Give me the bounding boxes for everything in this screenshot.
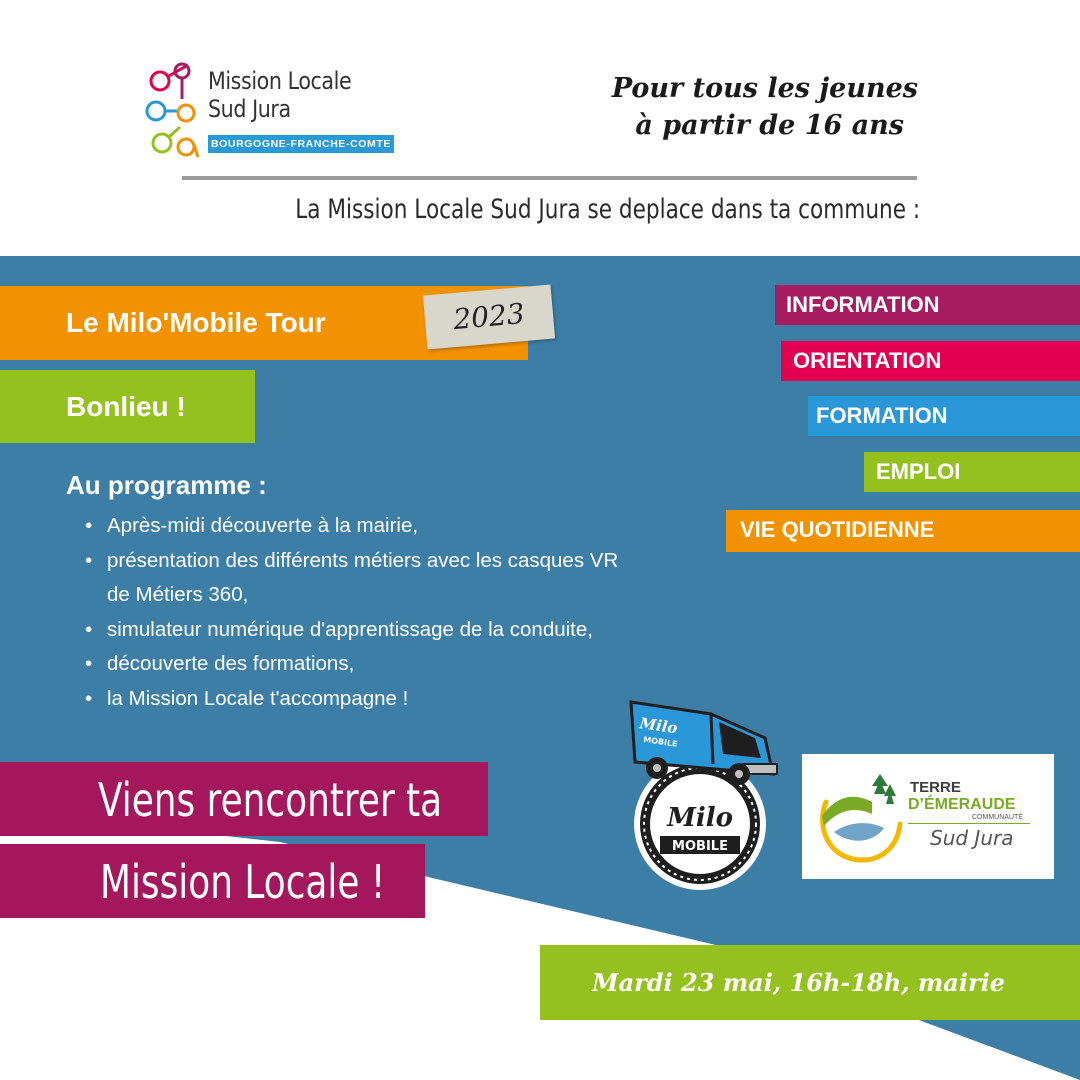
theme-tag-vie-quotidienne: VIE QUOTIDIENNE: [726, 510, 1080, 552]
city-banner: Bonlieu !: [0, 370, 255, 443]
partner-name-line4: Sud Jura: [930, 826, 1014, 850]
program-item: • Après-midi découverte à la mairie,: [85, 509, 630, 544]
cta-line2-text: Mission Locale !: [100, 855, 386, 909]
logo-name: [208, 67, 351, 123]
program-title: Au programme :: [66, 470, 267, 500]
program-list: [85, 509, 630, 716]
badge-title: Milo: [667, 803, 733, 833]
mission-locale-logo: [138, 55, 408, 165]
theme-tag-emploi: EMPLOI: [864, 452, 1080, 492]
cta-line2: [0, 844, 425, 918]
partner-name-line3: COMMUNAUTÉ: [972, 814, 1023, 821]
intro-text: La Mission Locale Sud Jura se deplace dans ta commune :: [295, 194, 920, 225]
header-divider: [182, 176, 917, 180]
date-banner: Mardi 23 mai, 16h-18h, mairie: [540, 945, 1080, 1020]
program-item: • découverte des formations,: [85, 647, 630, 682]
program-item: • la Mission Locale t'accompagne !: [85, 682, 630, 717]
program-item: • simulateur numérique d'apprentissage de la conduite,: [85, 613, 630, 648]
mission-locale-rings-icon: [138, 55, 204, 165]
logo-region: BOURGOGNE-FRANCHE-COMTE: [208, 135, 394, 153]
terre-emeraude-logo: [802, 754, 1054, 879]
cta-line1-text: Viens rencontrer ta: [98, 773, 443, 827]
milo-mobile-truck-badge-icon: [615, 692, 785, 892]
partner-divider: [908, 823, 1030, 824]
logo-name-line2: Sud Jura: [208, 95, 291, 123]
badge-subtitle: MOBILE: [672, 839, 728, 854]
year-tape: 2023: [423, 285, 555, 350]
cta-line1: [0, 762, 488, 836]
logo-name-line1: Mission Locale: [208, 67, 352, 95]
theme-tag-orientation: ORIENTATION: [781, 341, 1080, 381]
theme-tag-information: INFORMATION: [775, 285, 1080, 325]
tagline-line1: Pour tous les jeunes: [611, 73, 918, 104]
partner-name-line2: D’ÉMERAUDE: [908, 796, 1016, 813]
tour-banner: Le Milo'Mobile Tour: [0, 286, 528, 360]
truck-side-text: MOBILE: [642, 735, 679, 749]
tagline-line2: à partir de 16 ans: [635, 110, 904, 141]
tagline: [612, 70, 918, 144]
partner-name-line1: TERRE: [910, 779, 961, 796]
truck-logo-text: Milo: [638, 714, 679, 738]
terre-emeraude-landscape-icon: [814, 772, 904, 864]
program-item: • présentation des différents métiers avec les casques VR de Métiers 360,: [85, 544, 630, 613]
theme-tag-formation: FORMATION: [808, 396, 1080, 436]
